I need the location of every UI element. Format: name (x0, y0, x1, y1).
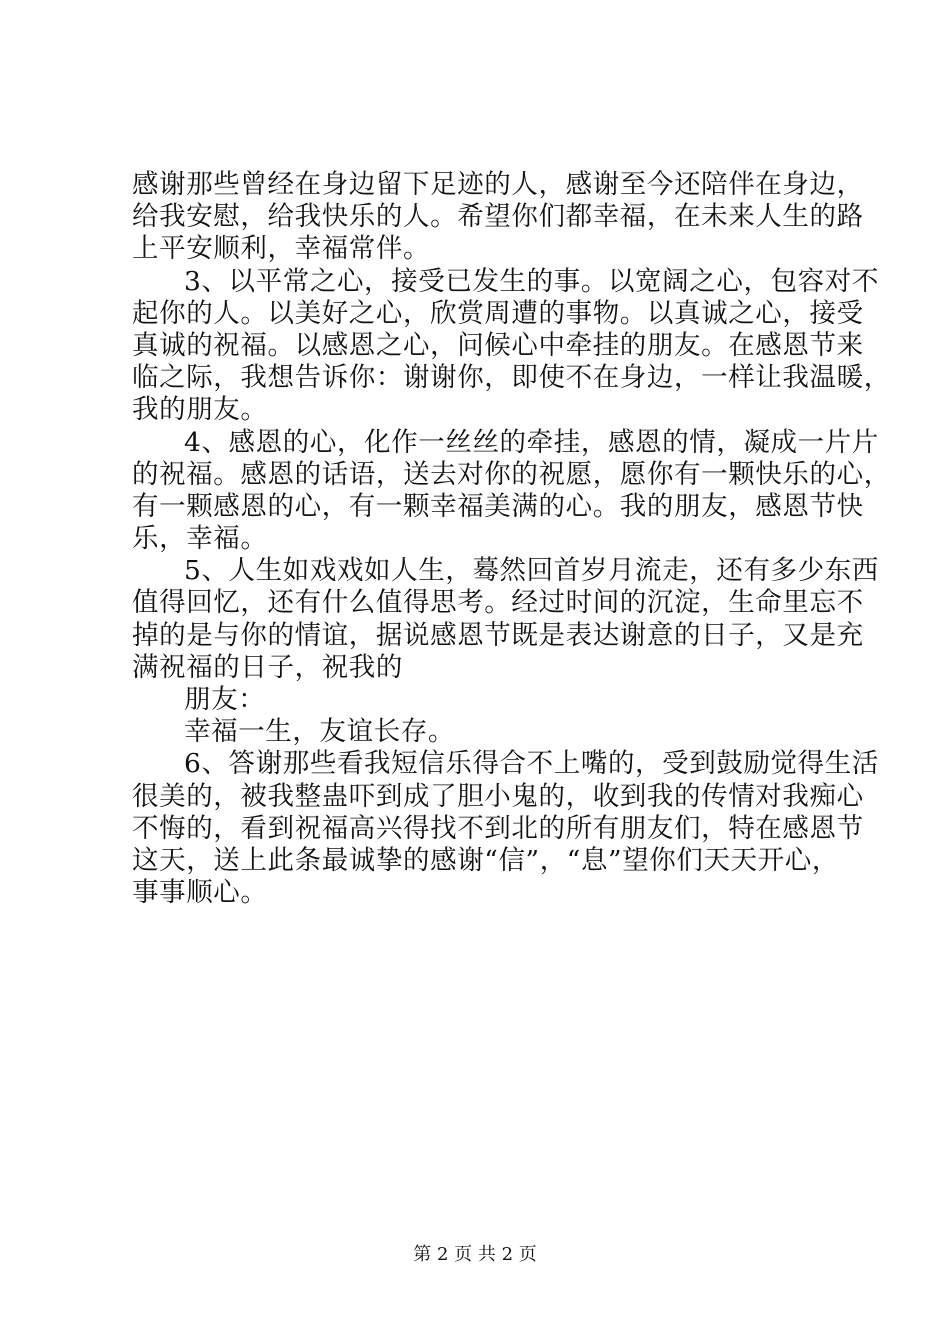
text-line: 这天，送上此条最诚挚的感谢“信”，“息”望你们天天开心， (132, 844, 839, 876)
text-line: 临之际，我想告诉你：谢谢你，即使不在身边，一样让我温暖， (132, 362, 891, 394)
text-line: 掉的是与你的情谊，据说感恩节既是表达谢意的日子，又是充 (132, 619, 864, 651)
paragraph-6-start: 6、答谢那些看我短信乐得合不上嘴的，受到鼓励觉得生活 (184, 748, 879, 780)
text-line: 有一颗感恩的心，有一颗幸福美满的心。我的朋友，感恩节快 (132, 490, 864, 522)
text-line: 满祝福的日子，祝我的 (132, 651, 403, 683)
text-line: 不悔的，看到祝福高兴得找不到北的所有朋友们，特在感恩节 (132, 812, 864, 844)
paragraph-5-start: 5、人生如戏戏如人生，蓦然回首岁月流走，还有多少东西 (184, 555, 879, 587)
text-line: 真诚的祝福。以感恩之心，问候心中牵挂的朋友。在感恩节来 (132, 329, 864, 361)
text-line: 事事顺心。 (132, 877, 268, 909)
text-line: 我的朋友。 (132, 394, 268, 426)
text-line-friend: 朋友： (184, 684, 266, 715)
paragraph-3-start: 3、以平常之心，接受已发生的事。以宽阔之心，包容对不 (184, 265, 879, 297)
text-line: 很美的，被我整蛊吓到成了胆小鬼的，收到我的传情对我痴心 (132, 780, 864, 812)
text-line: 上平安顺利，幸福常伴。 (132, 233, 431, 265)
document-body (132, 169, 891, 909)
text-line: 值得回忆，还有什么值得思考。经过时间的沉淀，生命里忘不 (132, 587, 864, 619)
paragraph-4-start: 4、感恩的心，化作一丝丝的牵挂，感恩的情，凝成一片片 (184, 426, 879, 458)
text-line: 乐，幸福。 (132, 523, 268, 555)
text-line-blessing: 幸福一生，友谊长存。 (184, 716, 455, 748)
text-line: 的祝福。感恩的话语，送去对你的祝愿，愿你有一颗快乐的心， (132, 458, 891, 490)
text-line: 起你的人。以美好之心，欣赏周遭的事物。以真诚之心，接受 (132, 297, 864, 329)
text-line: 给我安慰，给我快乐的人。希望你们都幸福，在未来人生的路 (132, 201, 864, 233)
text-line: 感谢那些曾经在身边留下足迹的人，感谢至今还陪伴在身边， (132, 169, 864, 200)
page-number-footer: 第 2 页 共 2 页 (413, 1244, 537, 1265)
